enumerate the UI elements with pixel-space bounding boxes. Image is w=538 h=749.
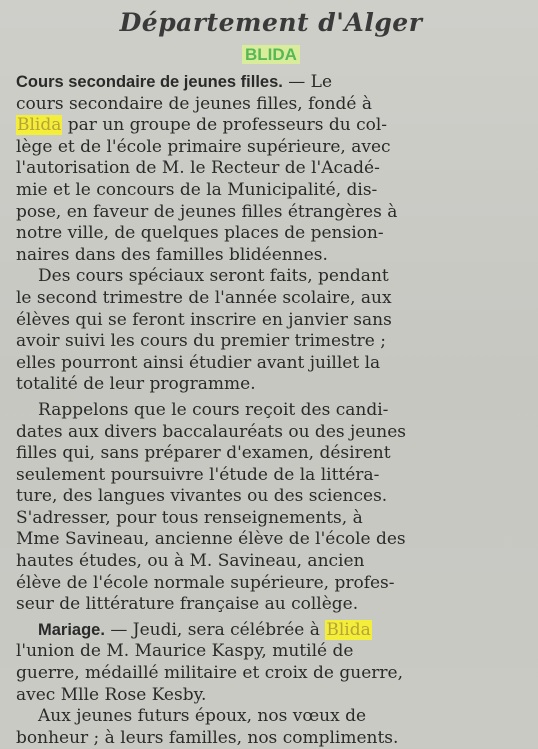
article-line [16,72,526,94]
city-heading [16,44,526,66]
department-title: Département d'Alger [119,8,423,37]
article-line: elles pourront ainsi étudier avant juillet la [16,352,381,373]
article-line: totalité de leur programme. [16,374,256,395]
article-line: l'autorisation de M. le Recteur de l'Acadé- [16,158,380,179]
article-line: notre ville, de quelques places de pension- [16,223,384,244]
article-line: pose, en faveur de jeunes filles étrangères à [16,201,398,222]
article-line: Aux jeunes futurs époux, nos vœux de [38,706,367,727]
article-line: avoir suivi les cours du premier trimestre ; [16,331,386,352]
article-line [16,115,526,137]
article-line: avec Mlle Rose Kesby. [16,684,207,705]
article-line: bonheur ; à leurs familles, nos compliments. [16,727,399,748]
article-line: Des cours spéciaux seront faits, pendant [38,266,389,287]
article-line: S'adresser, pour tous renseignements, à [16,507,363,528]
article-line-text: — Le [282,72,333,92]
article-line-text: par un groupe de professeurs du col- [62,115,388,136]
article-cours-secondaire [16,72,526,616]
article-line: le second trimestre de l'année scolaire, aux [16,287,392,308]
article-mariage [16,620,526,749]
article-line: ture, des langues vivantes ou des sciences. [16,486,388,507]
article-line: guerre, médaillé militaire et croix de guerre, [16,663,403,684]
article-line: seur de littérature française au collège. [16,594,359,615]
article-line: mie et le concours de la Municipalité, dis- [16,179,378,200]
city-name: BLIDA [242,45,300,64]
highlighted-term: Blida [326,619,371,640]
highlighted-term: Blida [17,115,62,136]
article-line: élève de l'école normale supérieure, profes- [16,572,395,593]
article-heading: Mariage. [38,620,105,639]
article-line: hautes études, ou à M. Savineau, ancien [16,551,365,572]
article-line: seulement poursuivre l'étude de la littéra- [16,464,380,485]
article-line: élèves qui se feront inscrire en janvier sans [16,309,392,330]
article-line: cours secondaire de jeunes filles, fondé à [16,93,373,114]
article-heading: Cours secondaire de jeunes filles. [16,73,283,91]
article-line: filles qui, sans préparer d'examen, désirent [16,443,391,464]
article-line: lège et de l'école primaire supérieure, avec [16,136,391,157]
article-line-text: — Jeudi, sera célébrée à [104,619,326,640]
article-line: naires dans des familles blidéennes. [16,244,328,265]
article-line: dates aux divers baccalauréats ou des jeunes [16,421,407,442]
article-line: Rappelons que le cours reçoit des candi- [38,399,389,420]
article-line: Mme Savineau, ancienne élève de l'école des [16,529,406,550]
article-line: l'union de M. Maurice Kaspy, mutilé de [16,641,354,662]
article-line [16,620,526,642]
